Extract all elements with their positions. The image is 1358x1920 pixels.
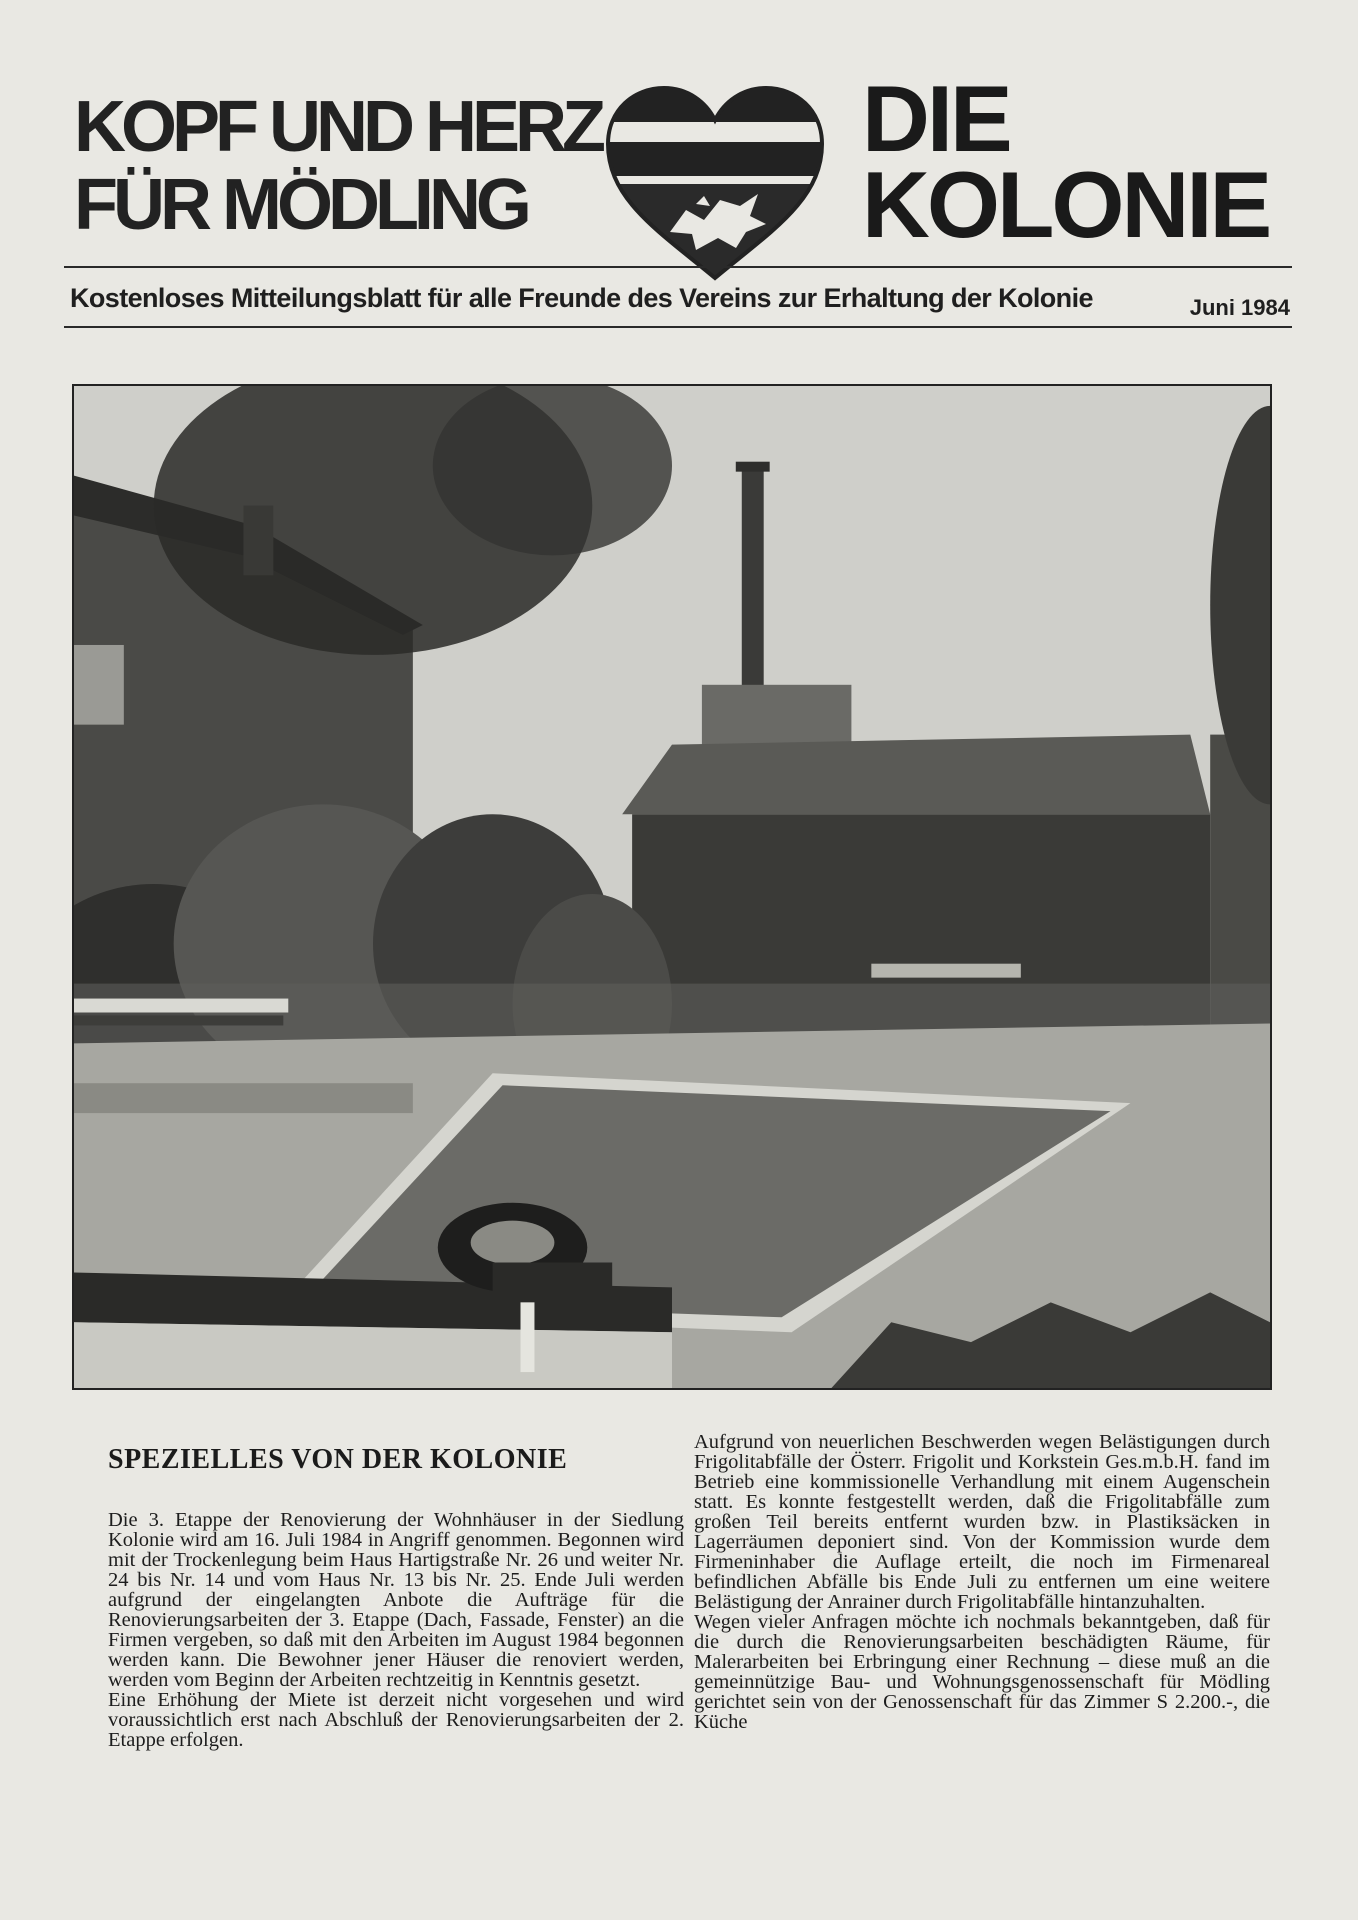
article-paragraph: Die 3. Etappe der Renovierung der Wohnhäuser in der Siedlung Kolonie wird am 16. Juli 1984 in Angriff genommen. Begonnen wird mit der Trockenlegung beim Haus Hartigstraße Nr. 26 und weiter Nr. 24 bis Nr. 14 und vom Haus Nr. 13 bis Nr. 25. Ende Juli werden aufgrund der eingelangten Anbote die Aufträge für die Renovierungsarbeiten der 3. Etappe (Dach, Fassade, Fenster) an die Firmen vergeben, so daß mit den Arbeiten im August 1984 begonnen werden kann. Die Bewohner jener Häuser die renoviert werden, werden vom Beginn der Arbeiten rechtzeitig in Kenntnis gesetzt. [108, 1509, 684, 1691]
masthead-top-rule [64, 266, 1292, 268]
masthead-bottom-rule [64, 326, 1292, 328]
masthead-line-kopf-und-herz: KOPF UND HERZ [74, 87, 601, 167]
issue-date: Juni 1984 [1189, 295, 1290, 320]
article-paragraph: Eine Erhöhung der Miete ist derzeit nicht vorgesehen und wird voraussichtlich erst nach Abschluß der Renovierungsarbeiten der 2. Etappe erfolgen. [108, 1689, 684, 1751]
masthead-line-fuer-moedling: FÜR MÖDLING [74, 165, 527, 245]
masthead-subtitle: Kostenloses Mitteilungsblatt für alle Freunde des Vereins zur Erhaltung der Kolonie [70, 283, 1093, 313]
masthead-line-kolonie: KOLONIE [862, 152, 1270, 257]
cover-photo [72, 384, 1272, 1390]
masthead-line-die: DIE [862, 66, 1010, 171]
garden-pool-photo-illustration [74, 386, 1270, 1388]
article-paragraph: Aufgrund von neuerlichen Beschwerden wegen Belästigungen durch Frigolitabfälle der Österr. Frigolit und Korkstein Ges.m.b.H. fand im Betrieb eine kommissionelle Verhandlung mit einem Augenschein statt. Es konnte festgestellt werden, daß die Frigolitabfälle zum großen Teil bereits entfernt wurden bzw. in Plastiksäcken in Lagerräumen deponiert sind. Von der Kommission wurde dem Firmeninhaber die Auflage erteilt, die noch im Firmenareal befindlichen Abfälle bis Ende Juli zu entfernen um eine weitere Belästigung der Anrainer durch Frigolitabfälle hintanzuhalten. [694, 1431, 1270, 1613]
article-right-column [694, 1432, 1270, 1732]
article-left-column [108, 1510, 684, 1750]
article-headline: SPEZIELLES VON DER KOLONIE [108, 1444, 568, 1475]
masthead-right-title [862, 66, 1270, 257]
heart-coat-of-arms-icon [600, 82, 830, 282]
masthead-left-title [74, 87, 601, 245]
article-paragraph: Wegen vieler Anfragen möchte ich nochmals bekanntgeben, daß für die durch die Renovierungsarbeiten beschädigten Räume, für Malerarbeiten bei Erbringung einer Rechnung – diese muß an die gemeinnützige Bau- und Wohnungsgenossenschaft für Mödling gerichtet sein von der Genossenschaft für das Zimmer S 2.200.-, die Küche [694, 1611, 1270, 1733]
